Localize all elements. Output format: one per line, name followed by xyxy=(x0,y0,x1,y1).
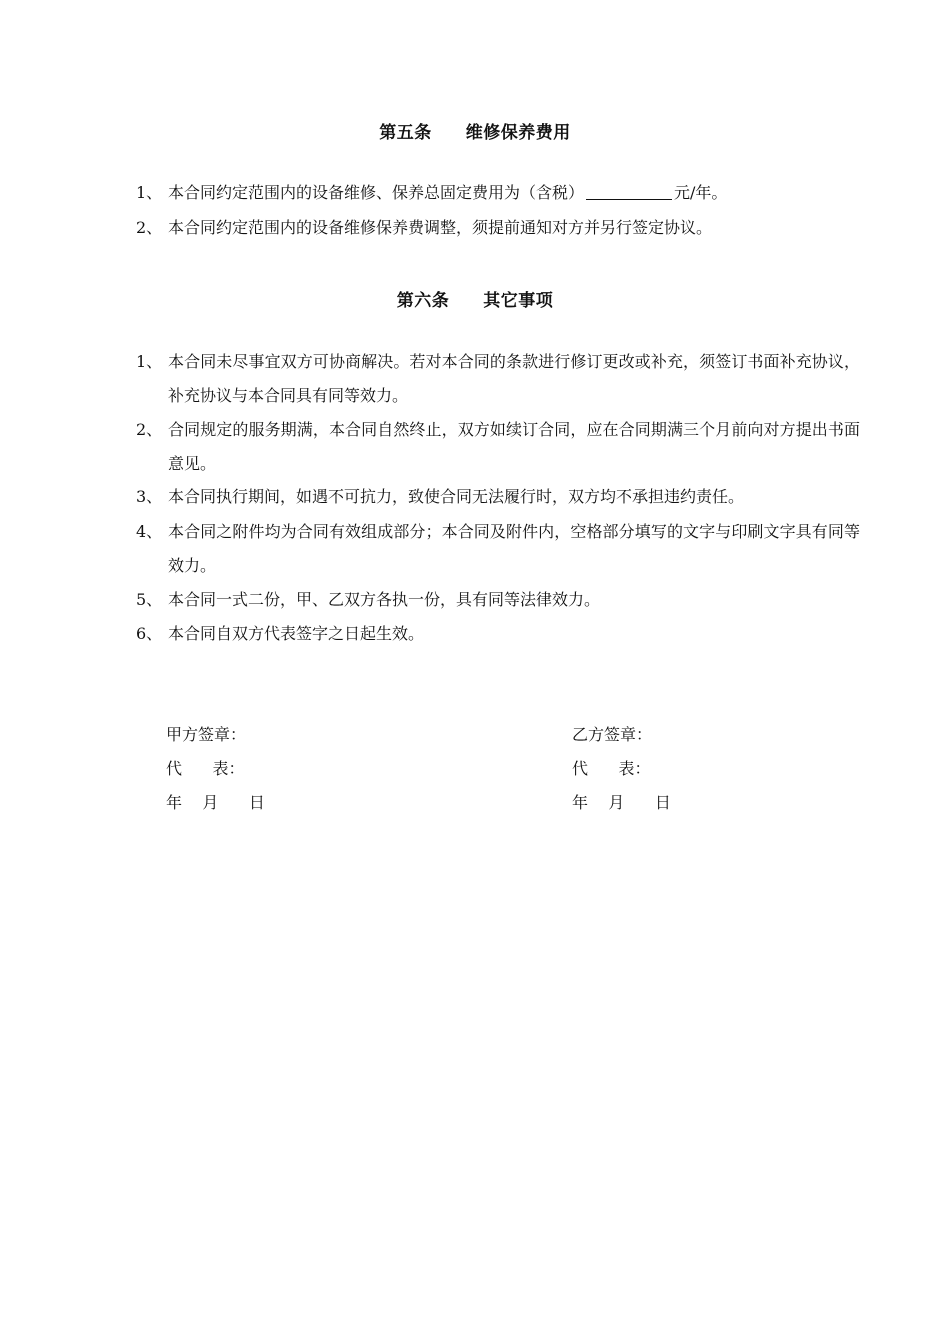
item-number: 5、 xyxy=(136,590,163,609)
item-number: 2、 xyxy=(136,420,163,439)
item-number: 2、 xyxy=(136,218,163,237)
fee-blank-line xyxy=(586,183,672,200)
section5-heading xyxy=(0,118,950,143)
item-number: 4、 xyxy=(136,522,163,541)
party-b-signature-block xyxy=(572,718,671,820)
item-text: 本合同执行期间，如遇不可抗力，致使合同无法履行时，双方均不承担违约责任。 xyxy=(168,487,745,506)
party-a-rep-label: 代 表： xyxy=(166,759,245,778)
item-text: 本合同自双方代表签字之日起生效。 xyxy=(168,624,425,643)
item-text: 合同规定的服务期满，本合同自然终止，双方如续订合同，应在合同期满三个月前向对方提出书面意见。 xyxy=(168,420,860,473)
section5-item-2 xyxy=(136,211,860,245)
section6-number: 第六条 xyxy=(396,291,450,311)
party-a-date-label: 年 月 日 xyxy=(166,793,265,812)
party-b-rep-label: 代 表： xyxy=(572,759,651,778)
section6-heading xyxy=(0,286,950,311)
item-number: 6、 xyxy=(136,624,163,643)
item-text: 本合同一式二份，甲、乙双方各执一份，具有同等法律效力。 xyxy=(168,590,601,609)
section6-item-3 xyxy=(136,480,860,514)
item-text-suffix: 元/年。 xyxy=(674,183,728,202)
party-b-seal-label: 乙方签章： xyxy=(572,725,653,744)
section6-item-1 xyxy=(136,345,860,413)
section5-title: 维修保养费用 xyxy=(465,123,571,143)
section6-item-5 xyxy=(136,583,860,617)
section5-number: 第五条 xyxy=(379,123,432,143)
item-number: 1、 xyxy=(136,352,163,371)
item-text: 本合同约定范围内的设备维修保养费调整，须提前通知对方并另行签定协议。 xyxy=(168,218,713,237)
party-a-seal-label: 甲方签章： xyxy=(166,725,247,744)
item-number: 3、 xyxy=(136,487,163,506)
item-text: 本合同之附件均为合同有效组成部分；本合同及附件内，空格部分填写的文字与印刷文字具有同等效力。 xyxy=(168,522,860,575)
party-b-date-label: 年 月 日 xyxy=(572,793,671,812)
section6-item-6 xyxy=(136,617,860,651)
section6-title: 其它事项 xyxy=(483,291,554,311)
party-a-signature-block xyxy=(166,718,265,820)
section5-item-1 xyxy=(136,176,860,210)
section6-item-2 xyxy=(136,413,860,481)
item-text: 本合同未尽事宜双方可协商解决。若对本合同的条款进行修订更改或补充，须签订书面补充协议，补充协议与本合同具有同等效力。 xyxy=(168,352,860,405)
item-number: 1、 xyxy=(136,183,163,202)
item-text: 本合同约定范围内的设备维修、保养总固定费用为（含税） xyxy=(168,183,585,202)
section6-item-4 xyxy=(136,515,860,583)
